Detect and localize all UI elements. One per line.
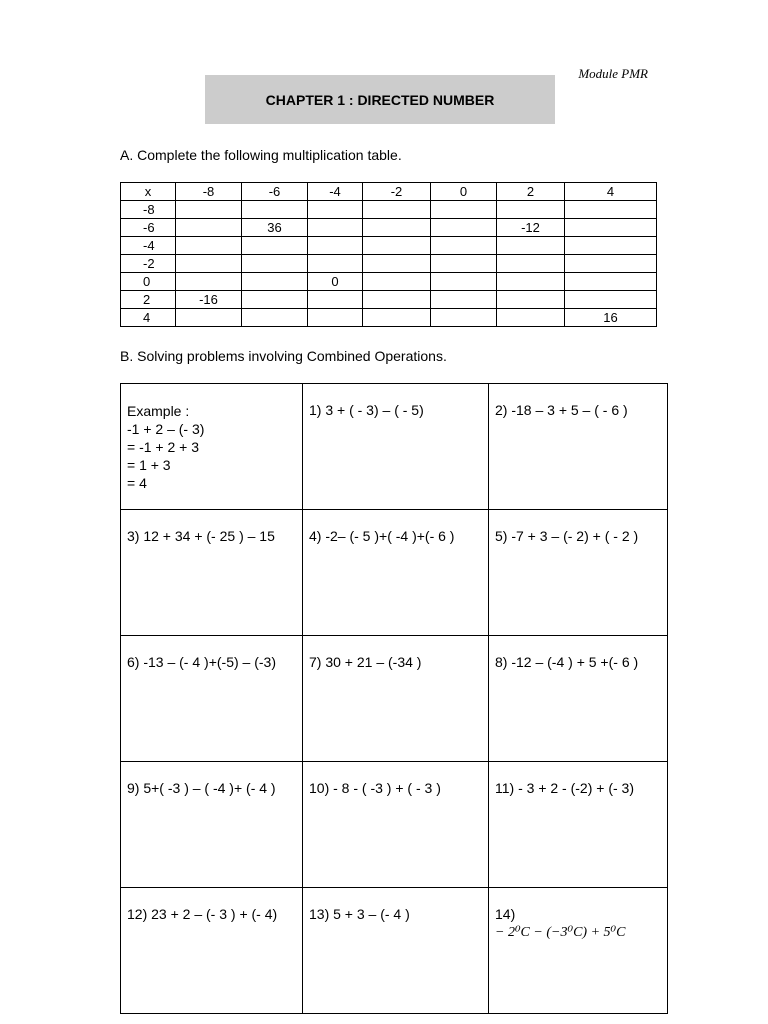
problems-row bbox=[121, 384, 668, 510]
table-cell[interactable]: -12 bbox=[497, 219, 565, 237]
table-cell[interactable] bbox=[176, 309, 242, 327]
table-cell[interactable] bbox=[176, 237, 242, 255]
table-cell[interactable]: 0 bbox=[308, 273, 363, 291]
table-cell[interactable] bbox=[565, 201, 657, 219]
problem-cell-12[interactable]: 12) 23 + 2 – (- 3 ) + (- 4) bbox=[121, 888, 303, 1014]
module-label: Module PMR bbox=[578, 66, 648, 81]
table-cell[interactable] bbox=[565, 237, 657, 255]
example-line: = 1 + 3 bbox=[127, 457, 171, 473]
problem-cell-14[interactable] bbox=[489, 888, 668, 1014]
table-row bbox=[121, 237, 657, 255]
table-cell[interactable] bbox=[431, 309, 497, 327]
table-row bbox=[121, 309, 657, 327]
table-cell[interactable] bbox=[176, 255, 242, 273]
table-row bbox=[121, 201, 657, 219]
example-line: Example : bbox=[127, 403, 190, 419]
table-header-cell: 4 bbox=[565, 183, 657, 201]
example-line: = 4 bbox=[127, 475, 147, 491]
table-cell[interactable] bbox=[431, 273, 497, 291]
table-cell[interactable] bbox=[308, 255, 363, 273]
example-cell bbox=[121, 384, 303, 510]
table-cell[interactable] bbox=[431, 219, 497, 237]
problems-grid bbox=[120, 383, 668, 1014]
table-cell[interactable]: -16 bbox=[176, 291, 242, 309]
table-cell[interactable] bbox=[242, 309, 308, 327]
table-header-cell: 2 bbox=[497, 183, 565, 201]
table-cell[interactable] bbox=[308, 219, 363, 237]
table-header-cell: 0 bbox=[431, 183, 497, 201]
table-cell[interactable] bbox=[363, 237, 431, 255]
table-row-header: 4 bbox=[121, 309, 176, 327]
problem-14-expression: − 2⁰C − (−3⁰C) + 5⁰C bbox=[495, 925, 626, 940]
problem-cell-5[interactable]: 5) -7 + 3 – (- 2) + ( - 2 ) bbox=[489, 510, 668, 636]
table-cell[interactable] bbox=[308, 291, 363, 309]
problem-cell-8[interactable]: 8) -12 – (-4 ) + 5 +(- 6 ) bbox=[489, 636, 668, 762]
table-cell[interactable] bbox=[497, 237, 565, 255]
table-cell[interactable] bbox=[363, 273, 431, 291]
problems-row bbox=[121, 762, 668, 888]
problem-cell-7[interactable]: 7) 30 + 21 – (-34 ) bbox=[303, 636, 489, 762]
table-header-row bbox=[121, 183, 657, 201]
table-cell[interactable]: 36 bbox=[242, 219, 308, 237]
table-cell[interactable] bbox=[242, 255, 308, 273]
table-cell[interactable] bbox=[176, 273, 242, 291]
table-row bbox=[121, 255, 657, 273]
table-cell[interactable] bbox=[242, 273, 308, 291]
table-row-header: -6 bbox=[121, 219, 176, 237]
table-cell[interactable] bbox=[431, 201, 497, 219]
table-cell[interactable] bbox=[497, 291, 565, 309]
table-cell[interactable] bbox=[176, 219, 242, 237]
table-cell[interactable] bbox=[363, 201, 431, 219]
table-row bbox=[121, 273, 657, 291]
table-cell[interactable] bbox=[431, 255, 497, 273]
problem-cell-10[interactable]: 10) - 8 - ( -3 ) + ( - 3 ) bbox=[303, 762, 489, 888]
problem-cell-6[interactable]: 6) -13 – (- 4 )+(-5) – (-3) bbox=[121, 636, 303, 762]
example-line: = -1 + 2 + 3 bbox=[127, 439, 199, 455]
table-cell[interactable] bbox=[565, 255, 657, 273]
chapter-title: CHAPTER 1 : DIRECTED NUMBER bbox=[205, 75, 555, 124]
table-header-cell: -2 bbox=[363, 183, 431, 201]
problem-cell-13[interactable]: 13) 5 + 3 – (- 4 ) bbox=[303, 888, 489, 1014]
table-row bbox=[121, 291, 657, 309]
table-cell[interactable] bbox=[497, 201, 565, 219]
problem-cell-1[interactable]: 1) 3 + ( - 3) – ( - 5) bbox=[303, 384, 489, 510]
problems-row bbox=[121, 510, 668, 636]
table-cell[interactable] bbox=[242, 291, 308, 309]
table-cell[interactable]: 16 bbox=[565, 309, 657, 327]
table-row bbox=[121, 219, 657, 237]
multiplication-table bbox=[120, 182, 657, 327]
table-cell[interactable] bbox=[242, 237, 308, 255]
table-header-cell: -4 bbox=[308, 183, 363, 201]
table-cell[interactable] bbox=[565, 291, 657, 309]
table-cell[interactable] bbox=[363, 309, 431, 327]
table-cell[interactable] bbox=[497, 273, 565, 291]
table-header-cell: x bbox=[121, 183, 176, 201]
table-cell[interactable] bbox=[497, 309, 565, 327]
table-header-cell: -6 bbox=[242, 183, 308, 201]
table-cell[interactable] bbox=[242, 201, 308, 219]
table-cell[interactable] bbox=[308, 201, 363, 219]
problem-cell-11[interactable]: 11) - 3 + 2 - (-2) + (- 3) bbox=[489, 762, 668, 888]
problem-cell-2[interactable]: 2) -18 – 3 + 5 – ( - 6 ) bbox=[489, 384, 668, 510]
problems-row bbox=[121, 636, 668, 762]
table-row-header: -4 bbox=[121, 237, 176, 255]
table-row-header: 2 bbox=[121, 291, 176, 309]
problem-cell-3[interactable]: 3) 12 + 34 + (- 25 ) – 15 bbox=[121, 510, 303, 636]
table-cell[interactable] bbox=[363, 291, 431, 309]
problem-cell-9[interactable]: 9) 5+( -3 ) – ( -4 )+ (- 4 ) bbox=[121, 762, 303, 888]
section-b-instruction: B. Solving problems involving Combined Operations. bbox=[120, 348, 447, 364]
table-cell[interactable] bbox=[431, 291, 497, 309]
table-row-header: 0 bbox=[121, 273, 176, 291]
table-cell[interactable] bbox=[497, 255, 565, 273]
table-cell[interactable] bbox=[308, 237, 363, 255]
section-a-instruction: A. Complete the following multiplication table. bbox=[120, 147, 402, 163]
table-header-cell: -8 bbox=[176, 183, 242, 201]
table-cell[interactable] bbox=[363, 219, 431, 237]
table-cell[interactable] bbox=[565, 273, 657, 291]
problems-row bbox=[121, 888, 668, 1014]
table-row-header: -8 bbox=[121, 201, 176, 219]
table-row-header: -2 bbox=[121, 255, 176, 273]
problem-14-label: 14) bbox=[495, 906, 516, 922]
problem-cell-4[interactable]: 4) -2– (- 5 )+( -4 )+(- 6 ) bbox=[303, 510, 489, 636]
table-cell[interactable] bbox=[431, 237, 497, 255]
table-cell[interactable] bbox=[176, 201, 242, 219]
table-cell[interactable] bbox=[565, 219, 657, 237]
example-line: -1 + 2 – (- 3) bbox=[127, 421, 205, 437]
table-cell[interactable] bbox=[308, 309, 363, 327]
table-cell[interactable] bbox=[363, 255, 431, 273]
